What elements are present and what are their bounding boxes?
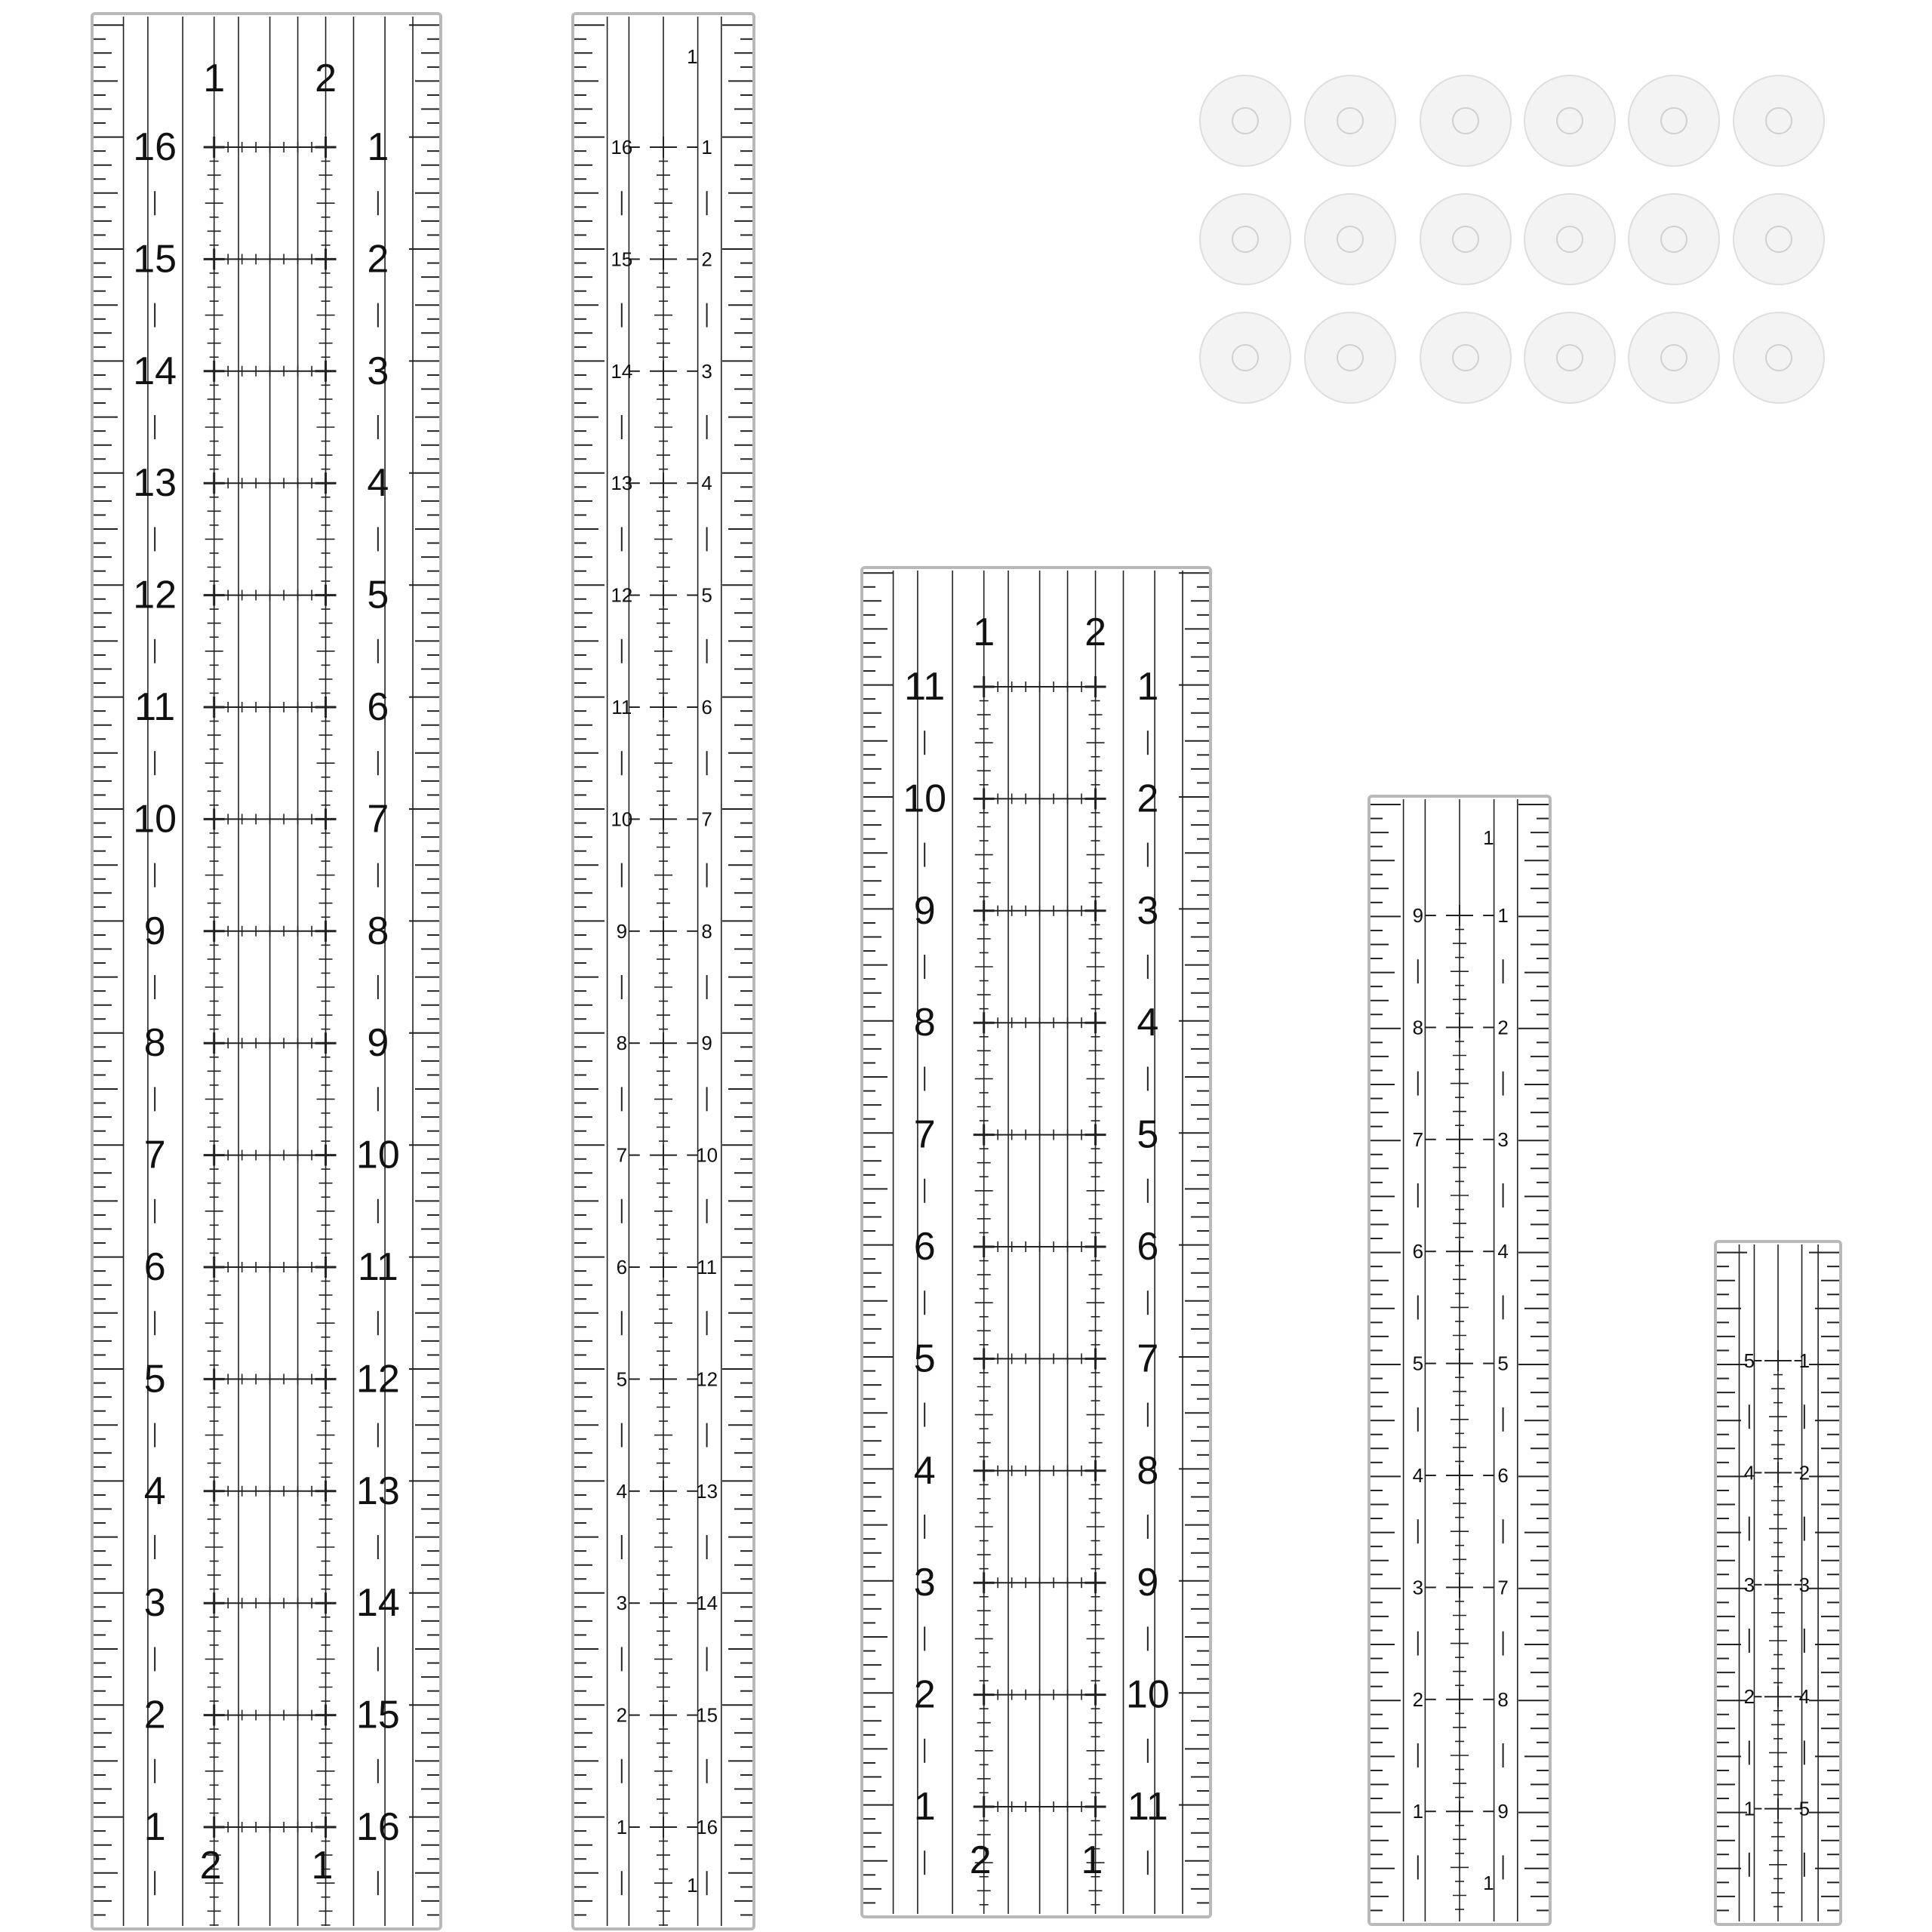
scale-number-left: 2 bbox=[143, 1693, 166, 1737]
grip-dot bbox=[1629, 312, 1719, 403]
scale-number-left: 13 bbox=[611, 472, 633, 495]
width-number-bottom: 2 bbox=[969, 1838, 992, 1882]
scale-number-right: 10 bbox=[355, 1133, 400, 1177]
scale-number-right: 1 bbox=[367, 125, 389, 169]
scale-number-left: 2 bbox=[616, 1703, 628, 1727]
scale-number-right: 8 bbox=[367, 909, 389, 953]
scale-number-left: 8 bbox=[143, 1021, 166, 1066]
scale-number-left: 5 bbox=[616, 1367, 628, 1391]
scale-number-left: 9 bbox=[143, 909, 166, 953]
scale-number-right: 6 bbox=[1137, 1225, 1159, 1269]
scale-number-left: 7 bbox=[1412, 1128, 1424, 1151]
scale-number-right: 9 bbox=[701, 1032, 712, 1055]
scale-number-right: 15 bbox=[355, 1693, 400, 1737]
grip-dot bbox=[1420, 194, 1511, 285]
scale-number-left: 11 bbox=[904, 665, 946, 709]
scale-number-left: 16 bbox=[611, 136, 633, 158]
scale-number-left: 7 bbox=[616, 1143, 628, 1167]
scale-number-left: 2 bbox=[1743, 1685, 1755, 1709]
scale-number-right: 2 bbox=[1137, 777, 1159, 821]
scale-number-left: 7 bbox=[913, 1112, 936, 1157]
scale-number-right: 11 bbox=[697, 1256, 718, 1278]
scale-number-right: 4 bbox=[1497, 1240, 1509, 1263]
scale-number-left: 6 bbox=[143, 1245, 166, 1289]
scale-number-left: 8 bbox=[1412, 1016, 1424, 1039]
scale-number-left: 15 bbox=[133, 237, 177, 281]
scale-number-right: 3 bbox=[701, 359, 712, 383]
scale-number-right: 10 bbox=[696, 1143, 718, 1167]
scale-number-left: 1 bbox=[1412, 1800, 1424, 1823]
width-number-top: 2 bbox=[1084, 611, 1107, 654]
scale-number-right: 5 bbox=[701, 583, 712, 607]
scale-number-left: 4 bbox=[1743, 1461, 1755, 1484]
grip-dot bbox=[1420, 75, 1511, 166]
width-number-bottom: 1 bbox=[311, 1844, 334, 1887]
width-number-top: 1 bbox=[687, 45, 698, 68]
scale-number-right: 4 bbox=[1137, 1001, 1159, 1045]
scale-number-left: 7 bbox=[143, 1133, 166, 1177]
scale-number-right: 12 bbox=[355, 1357, 400, 1401]
scale-number-left: 5 bbox=[913, 1337, 936, 1381]
scale-number-right: 8 bbox=[701, 919, 712, 943]
scale-number-right: 9 bbox=[367, 1021, 389, 1066]
scale-number-left: 8 bbox=[913, 1001, 936, 1045]
scale-number-right: 7 bbox=[701, 808, 712, 831]
scale-number-right: 2 bbox=[1497, 1016, 1509, 1039]
grip-dot bbox=[1305, 194, 1395, 285]
scale-number-left: 3 bbox=[1412, 1576, 1424, 1599]
scale-number-right: 3 bbox=[1137, 888, 1159, 933]
scale-number-left: 1 bbox=[616, 1816, 628, 1838]
scale-number-right: 4 bbox=[1798, 1685, 1810, 1709]
scale-number-left: 3 bbox=[616, 1592, 628, 1615]
scale-number-left: 2 bbox=[913, 1672, 936, 1717]
scale-number-left: 4 bbox=[1412, 1464, 1424, 1487]
scale-number-right: 2 bbox=[1798, 1461, 1810, 1484]
scale-number-right: 5 bbox=[1497, 1352, 1509, 1375]
scale-number-right: 12 bbox=[696, 1367, 718, 1391]
grip-dot bbox=[1200, 194, 1291, 285]
scale-number-left: 3 bbox=[913, 1561, 936, 1605]
grip-dot bbox=[1200, 312, 1291, 403]
scale-number-left: 4 bbox=[913, 1448, 936, 1493]
scale-number-left: 5 bbox=[1743, 1349, 1755, 1372]
scale-number-left: 12 bbox=[611, 583, 633, 607]
scale-number-right: 16 bbox=[696, 1816, 718, 1838]
width-number-top: 1 bbox=[203, 57, 226, 100]
width-number-bottom: 1 bbox=[687, 1874, 698, 1897]
scale-number-left: 10 bbox=[903, 777, 947, 821]
grip-dot bbox=[1524, 194, 1615, 285]
scale-number-right: 2 bbox=[701, 248, 712, 271]
scale-number-left: 5 bbox=[143, 1357, 166, 1401]
scale-number-right: 2 bbox=[367, 237, 389, 281]
grip-dot bbox=[1734, 75, 1824, 166]
scale-number-right: 8 bbox=[1497, 1687, 1509, 1711]
scale-number-right: 7 bbox=[1137, 1337, 1159, 1381]
scale-number-right: 5 bbox=[1137, 1112, 1159, 1157]
scale-number-right: 5 bbox=[367, 573, 389, 617]
grip-dot bbox=[1200, 75, 1291, 166]
scale-number-left: 2 bbox=[1412, 1687, 1424, 1711]
scale-number-right: 13 bbox=[355, 1469, 400, 1513]
scale-number-left: 5 bbox=[1412, 1352, 1424, 1375]
scale-number-left: 9 bbox=[913, 888, 936, 933]
scale-number-right: 11 bbox=[357, 1245, 398, 1289]
scale-number-left: 6 bbox=[1412, 1240, 1424, 1263]
width-number-top: 1 bbox=[1483, 826, 1494, 849]
scale-number-left: 11 bbox=[611, 696, 632, 718]
scale-number-right: 9 bbox=[1137, 1561, 1159, 1605]
scale-number-left: 3 bbox=[1743, 1573, 1755, 1596]
scale-number-left: 9 bbox=[616, 919, 628, 943]
scale-number-right: 3 bbox=[1497, 1128, 1509, 1151]
scale-number-left: 6 bbox=[616, 1256, 628, 1278]
scale-number-right: 13 bbox=[696, 1479, 718, 1503]
scale-number-right: 9 bbox=[1497, 1800, 1509, 1823]
grip-dot bbox=[1420, 312, 1511, 403]
scale-number-left: 15 bbox=[611, 248, 633, 271]
scale-number-right: 16 bbox=[355, 1805, 400, 1849]
scale-number-left: 13 bbox=[133, 461, 177, 506]
scale-number-left: 10 bbox=[133, 797, 177, 841]
scale-number-left: 1 bbox=[143, 1805, 166, 1849]
scale-number-left: 14 bbox=[133, 349, 177, 393]
scale-number-right: 14 bbox=[355, 1581, 400, 1626]
width-number-top: 1 bbox=[973, 611, 995, 654]
scale-number-right: 3 bbox=[367, 349, 389, 393]
width-number-top: 2 bbox=[315, 57, 337, 100]
grip-dot bbox=[1734, 194, 1824, 285]
scale-number-left: 14 bbox=[611, 359, 633, 383]
scale-number-right: 6 bbox=[701, 696, 712, 718]
scale-number-left: 10 bbox=[611, 808, 633, 831]
grip-dot bbox=[1524, 75, 1615, 166]
width-number-bottom: 1 bbox=[1081, 1838, 1103, 1882]
scale-number-right: 3 bbox=[1798, 1573, 1810, 1596]
scale-number-right: 6 bbox=[1497, 1464, 1509, 1487]
scale-number-right: 14 bbox=[696, 1592, 718, 1615]
scale-number-right: 10 bbox=[1125, 1672, 1170, 1717]
scale-number-right: 4 bbox=[367, 461, 389, 506]
scale-number-left: 6 bbox=[913, 1225, 936, 1269]
scale-number-left: 3 bbox=[143, 1581, 166, 1626]
scale-number-right: 5 bbox=[1798, 1797, 1810, 1820]
scale-number-left: 1 bbox=[913, 1785, 936, 1829]
scale-number-left: 11 bbox=[134, 685, 176, 729]
width-number-bottom: 1 bbox=[1483, 1872, 1494, 1894]
scale-number-left: 12 bbox=[133, 573, 177, 617]
grip-dot bbox=[1305, 75, 1395, 166]
scale-number-left: 1 bbox=[1743, 1797, 1755, 1820]
scale-number-right: 7 bbox=[367, 797, 389, 841]
scale-number-right: 15 bbox=[696, 1703, 718, 1727]
grip-dot bbox=[1524, 312, 1615, 403]
scale-number-right: 11 bbox=[1127, 1785, 1168, 1829]
grip-dot bbox=[1629, 75, 1719, 166]
grip-dot bbox=[1629, 194, 1719, 285]
scale-number-right: 1 bbox=[1798, 1349, 1810, 1372]
scale-number-left: 8 bbox=[616, 1032, 628, 1055]
scale-number-right: 6 bbox=[367, 685, 389, 729]
scale-number-right: 4 bbox=[701, 472, 712, 495]
scale-number-right: 7 bbox=[1497, 1576, 1509, 1599]
scale-number-left: 4 bbox=[143, 1469, 166, 1513]
scale-number-right: 8 bbox=[1137, 1448, 1159, 1493]
grip-dot bbox=[1734, 312, 1824, 403]
scale-number-right: 1 bbox=[1137, 665, 1159, 709]
scale-number-right: 1 bbox=[1497, 904, 1509, 927]
width-number-bottom: 2 bbox=[199, 1844, 222, 1887]
grip-dot bbox=[1305, 312, 1395, 403]
scale-number-left: 16 bbox=[133, 125, 177, 169]
scale-number-left: 4 bbox=[616, 1479, 628, 1503]
scale-number-right: 1 bbox=[701, 136, 712, 158]
scale-number-left: 9 bbox=[1412, 904, 1424, 927]
